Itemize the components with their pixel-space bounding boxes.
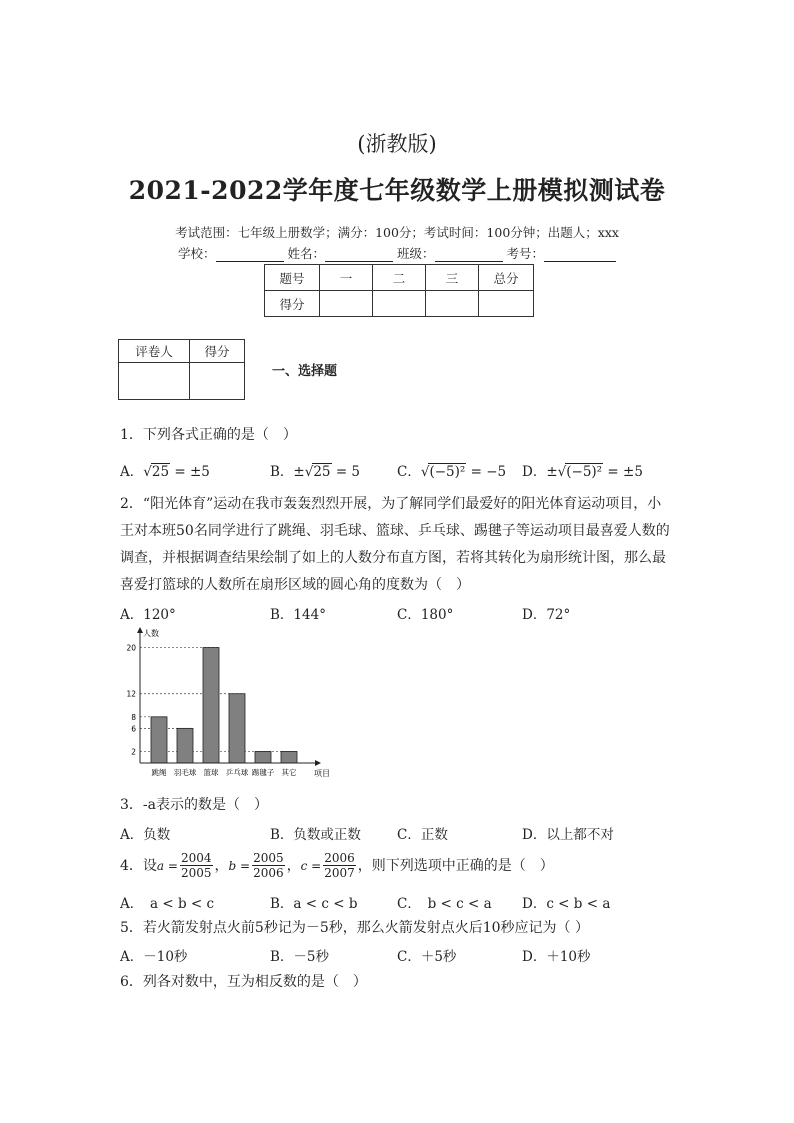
y-tick-label: 12 [126, 689, 136, 699]
fraction-denominator: 2006 [253, 866, 284, 880]
score-input-cell[interactable] [373, 291, 426, 317]
separator: ， [214, 857, 229, 874]
question-4-option-d[interactable]: D．c < b < a [522, 896, 611, 912]
question-5-option-d[interactable]: D．＋10秒 [522, 949, 591, 965]
score-row-label: 得分 [265, 291, 320, 317]
question-6-stem: 6．列各对数中，互为相反数的是（ ） [120, 974, 367, 990]
option-suffix: = ±5 [603, 464, 643, 480]
y-tick-label: 2 [131, 747, 136, 757]
histogram-bar [151, 717, 167, 763]
question-2-line-1: 2．“阳光体育”运动在我市轰轰烈烈开展，为了解同学们最爱好的阳光体育运动项目，小 [120, 496, 662, 512]
question-1-stem: 1．下列各式正确的是（ ） [120, 427, 297, 443]
option-letter: C． [397, 464, 421, 480]
student-info-line [0, 244, 794, 262]
question-1-option-b[interactable]: B．±√25 = 5 [270, 464, 361, 480]
question-1-option-a[interactable]: A．√25 = ±5 [120, 464, 210, 480]
score-table [264, 264, 534, 317]
y-tick-label: 6 [131, 724, 136, 734]
score-input-cell[interactable] [479, 291, 534, 317]
grader-table [118, 339, 245, 400]
category-label: 其它 [281, 768, 297, 777]
question-3-option-b[interactable]: B．负数或正数 [270, 827, 361, 843]
category-label: 篮球 [203, 768, 219, 777]
question-2-option-c[interactable]: C．180° [397, 607, 454, 623]
option-letter: B． [270, 464, 294, 480]
score-header-cell: 二 [373, 265, 426, 291]
question-4-option-a[interactable]: A． a < b < c [120, 896, 215, 912]
question-4-stem [120, 851, 554, 880]
var-b-label: b = [228, 858, 251, 873]
score-header-cell: 总分 [479, 265, 534, 291]
grader-input-cell[interactable] [190, 363, 245, 400]
name-blank[interactable] [325, 247, 393, 262]
question-5-option-c[interactable]: C．＋5秒 [397, 949, 457, 965]
question-2-option-b[interactable]: B．144° [270, 607, 326, 623]
score-input-cell[interactable] [320, 291, 373, 317]
fraction-denominator: 2007 [324, 866, 355, 880]
score-header-cell: 三 [426, 265, 479, 291]
option-letter: D． [522, 464, 547, 480]
question-2-line-2: 王对本班50名同学进行了跳绳、羽毛球、篮球、乒乓球、踢毽子等运动项目最喜爱人数的 [120, 523, 670, 539]
exam-info: 考试范围：七年级上册数学；满分：100分；考试时间：100分钟；出题人；xxx [175, 225, 619, 240]
question-3-option-d[interactable]: D．以上都不对 [522, 827, 614, 843]
category-label: 踢毽子 [251, 768, 275, 777]
name-label: 姓名： [287, 246, 325, 261]
option-suffix: = −5 [466, 464, 507, 480]
y-tick-label: 8 [131, 712, 136, 722]
number-blank[interactable] [544, 247, 616, 262]
fraction-numerator: 2004 [180, 851, 212, 865]
section-heading: 一、选择题 [272, 364, 338, 379]
question-5-option-b[interactable]: B．－5秒 [270, 949, 330, 965]
separator: ， [286, 857, 301, 874]
radicand: (−5)² [429, 464, 466, 480]
histogram-bar [203, 648, 219, 763]
histogram-bar [255, 751, 271, 763]
var-c-label: c = [300, 858, 322, 873]
question-3-stem: 3．-a表示的数是（ ） [120, 797, 268, 813]
school-label: 学校： [177, 246, 216, 261]
stem-suffix: ，则下列选项中正确的是（ ） [357, 857, 554, 874]
question-1-option-c[interactable]: C．√(−5)² = −5 [397, 464, 507, 480]
radicand: 25 [151, 464, 170, 480]
class-label: 班级： [396, 246, 435, 261]
stem-prefix: 4．设 [120, 857, 157, 874]
option-letter: A． [120, 464, 144, 480]
question-2-option-a[interactable]: A．120° [120, 607, 176, 623]
option-prefix: ± [293, 464, 305, 480]
histogram-bar [281, 751, 297, 763]
y-axis-label: 人数 [143, 629, 159, 638]
number-label: 考号： [506, 246, 544, 261]
exam-title: 2021-2022学年度七年级数学上册模拟测试卷 [128, 176, 666, 205]
score-input-cell[interactable] [426, 291, 479, 317]
class-blank[interactable] [435, 247, 503, 262]
question-5-option-a[interactable]: A．－10秒 [120, 949, 188, 965]
grader-header-cell: 评卷人 [119, 340, 190, 363]
score-header-cell: 题号 [265, 265, 320, 291]
question-4-option-c[interactable]: C． b < c < a [397, 896, 492, 912]
fraction-c [323, 851, 356, 880]
category-label: 乒乓球 [225, 768, 249, 777]
score-header-cell: 一 [320, 265, 373, 291]
x-axis-label: 项目 [314, 769, 330, 778]
category-label: 跳绳 [151, 768, 167, 777]
radicand: (−5)² [566, 464, 603, 480]
grader-input-cell[interactable] [119, 363, 190, 400]
histogram-bar [229, 694, 245, 763]
radicand: 25 [313, 464, 331, 480]
fraction-denominator: 2005 [180, 866, 212, 880]
question-2-line-4: 喜爱打篮球的人数所在扇形区域的圆心角的度数为（ ） [120, 577, 470, 593]
option-prefix: ± [546, 464, 558, 480]
histogram-bar [177, 728, 193, 763]
var-a-label: a = [156, 858, 178, 873]
y-tick-label: 20 [126, 643, 136, 653]
category-label: 羽毛球 [173, 768, 197, 777]
option-suffix: = 5 [331, 464, 361, 480]
question-3-option-a[interactable]: A．负数 [120, 827, 171, 843]
question-2-line-3: 调查，并根据调查结果绘制了如上的人数分布直方图，若将其转化为扇形统计图，那么最 [120, 550, 666, 566]
fraction-numerator: 2005 [253, 851, 284, 865]
question-2-option-d[interactable]: D．72° [522, 607, 571, 623]
fraction-b [252, 851, 285, 880]
grader-header-cell: 得分 [190, 340, 245, 363]
school-blank[interactable] [216, 247, 284, 262]
histogram-chart [110, 624, 340, 784]
fraction-numerator: 2006 [324, 851, 355, 865]
option-suffix: = ±5 [170, 464, 210, 480]
fraction-a [180, 851, 213, 880]
edition-label: (浙教版) [357, 132, 437, 156]
question-4-option-b[interactable]: B．a < c < b [270, 896, 358, 912]
question-1-option-d[interactable]: D．±√(−5)² = ±5 [522, 464, 643, 480]
question-3-option-c[interactable]: C．正数 [397, 827, 448, 843]
question-5-stem: 5．若火箭发射点火前5秒记为－5秒，那么火箭发射点火后10秒应记为（ ） [120, 920, 589, 936]
